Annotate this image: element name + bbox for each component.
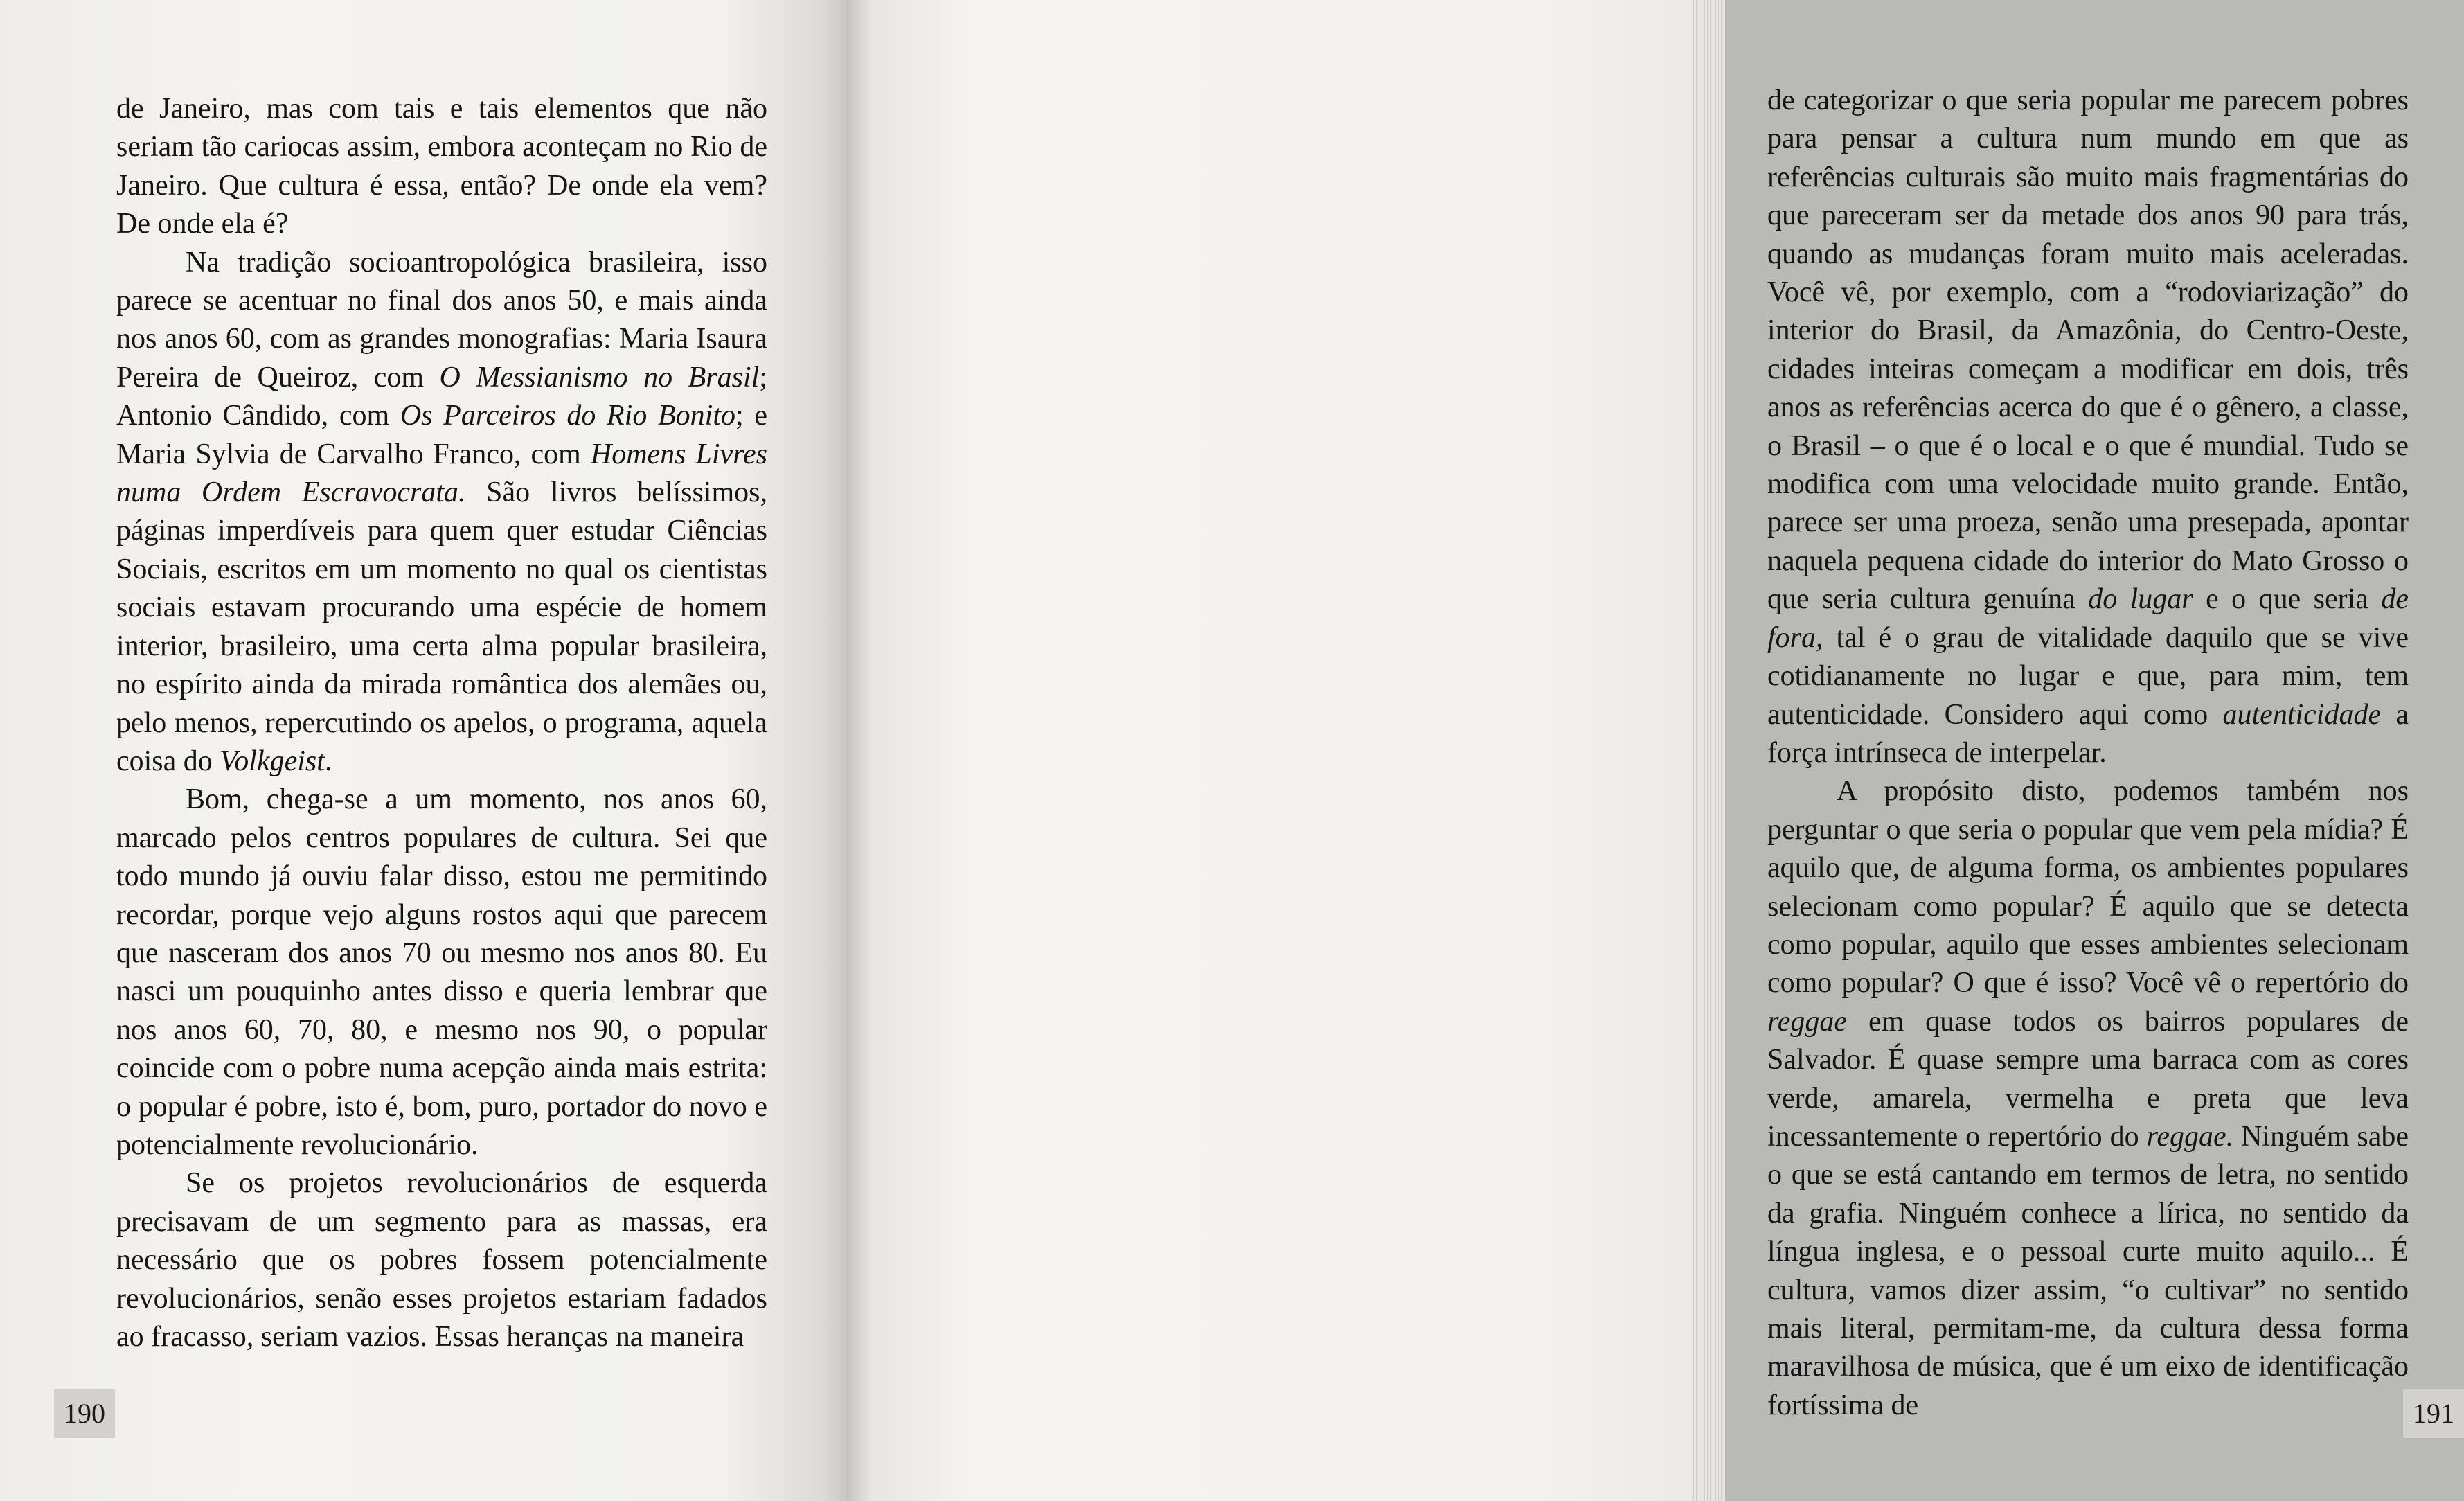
paragraph — [116, 781, 767, 1164]
right-page-text — [1767, 82, 2409, 1425]
text-run: Na tradição socioantropológica brasileira, isso parece se acentuar no final dos anos 50, e mais ainda nos anos 60, com as grandes monografias: Maria Isaura Pereira de Queiroz, com — [116, 246, 767, 393]
italic-text: Os Parceiros do Rio Bonito — [400, 400, 736, 432]
text-run: ; e Maria Sylvia de Carvalho Franco, com — [116, 400, 767, 470]
text-run: tal é o grau de vitalidade daquilo que se vive cotidianamente no lugar e que, para mim, tem autenticidade. Considero aqui como — [1767, 621, 2409, 731]
text-run: de Janeiro, mas com tais e tais elementos que não seriam tão cariocas assim, embora aconteçam no Rio de Janeiro. Que cultura é essa, então? De onde ela vem? De onde ela é? — [116, 93, 767, 240]
italic-text: Volkgeist — [220, 745, 325, 777]
paragraph — [116, 1164, 767, 1356]
text-run: A propósito disto, podemos também nos perguntar o que seria o popular que vem pela mídia? É aquilo que, de alguma forma, os ambientes populares selecionam como popular? É aquilo que se detecta como popular, aquilo que esses ambientes selecionam como popular? O que é isso? Você vê o repertório do — [1767, 775, 2409, 1000]
text-run: São livros belíssimos, páginas imperdíveis para quem quer estudar Ciências Sociais, escritos em um momento no qual os cientistas sociais estavam procurando uma espécie de homem interior, brasileiro, uma certa alma popular brasileira, no espírito ainda da mirada romântica dos alemães ou, pelo menos, repercutindo os apelos, o programa, aquela coisa do — [116, 477, 767, 777]
text-run: Ninguém sabe o que se está cantando em termos de letra, no sentido da grafia. Ninguém conhece a lírica, no sentido da língua inglesa, e o pessoal curte muito aquilo... É cultura, vamos dizer assim, “o cultivar” no sentido mais literal, permitam-me, da cultura dessa forma maravilhosa de música, que é um eixo de identificação fortíssima de — [1767, 1120, 2409, 1421]
text-run: de categorizar o que seria popular me parecem pobres para pensar a cultura num mundo em que as referências culturais são muito mais fragmentárias do que pareceram ser da metade dos anos 90 para trás, quando as mudanças foram muito mais aceleradas. Você vê, por exemplo, com a “rodoviarização” do interior do Brasil, da Amazônia, do Centro-Oeste, cidades inteiras começam a modificar em dois, três anos as referências acerca do que é o gênero, a classe, o Brasil – o que é o local e o que é mundial. Tudo se modifica com uma velocidade muito grande. Então, parece ser uma proeza, senão uma presepada, apontar naquela pequena cidade do interior do Mato Grosso o que seria cultura genuína — [1767, 85, 2409, 616]
right-page-number: 191 — [2403, 1389, 2464, 1438]
paragraph — [1767, 82, 2409, 772]
text-run: a força intrínseca de interpelar. — [1767, 698, 2409, 769]
italic-text: O Messianismo no Brasil — [439, 361, 760, 393]
italic-text: de fora, — [1767, 583, 2409, 654]
text-run: . — [324, 745, 332, 777]
text-run: ; Antonio Cândido, com — [116, 361, 767, 432]
left-page — [0, 0, 846, 1501]
right-page — [846, 0, 2454, 1501]
left-page-text — [116, 90, 767, 1356]
italic-text: Homens Livres numa Ordem Escravocrata. — [116, 438, 768, 509]
page-edges — [1691, 0, 1725, 1501]
italic-text: reggae. — [2146, 1120, 2234, 1153]
text-run: e o que seria — [2193, 583, 2382, 616]
paragraph — [1767, 772, 2409, 1425]
italic-text: reggae — [1767, 1005, 1848, 1038]
italic-text: do lugar — [2088, 583, 2193, 616]
paragraph — [116, 244, 767, 781]
italic-text: autenticidade — [2222, 698, 2382, 731]
paragraph — [116, 90, 767, 244]
text-run: em quase todos os bairros populares de Salvador. É quase sempre uma barraca com as cores verde, amarela, vermelha e preta que leva incessantemente o repertório do — [1767, 1005, 2409, 1153]
text-run: Se os projetos revolucionários de esquerda precisavam de um segmento para as massas, era necessário que os pobres fossem potencialmente revolucionários, senão esses projetos estariam fadados ao fracasso, seriam vazios. Essas heranças na maneira — [116, 1167, 767, 1353]
left-page-number: 190 — [54, 1389, 115, 1438]
text-run: Bom, chega-se a um momento, nos anos 60, marcado pelos centros populares de cultura. Sei que todo mundo já ouviu falar disso, estou me permitindo recordar, porque vejo alguns rostos aqui que parecem que nasceram dos anos 70 ou mesmo nos anos 80. Eu nasci um pouquinho antes disso e queria lembrar que nos anos 60, 70, 80, e mesmo nos 90, o popular coincide com o pobre numa acepção ainda mais estrita: o popular é pobre, isto é, bom, puro, portador do novo e potencialmente revolucionário. — [116, 783, 767, 1161]
